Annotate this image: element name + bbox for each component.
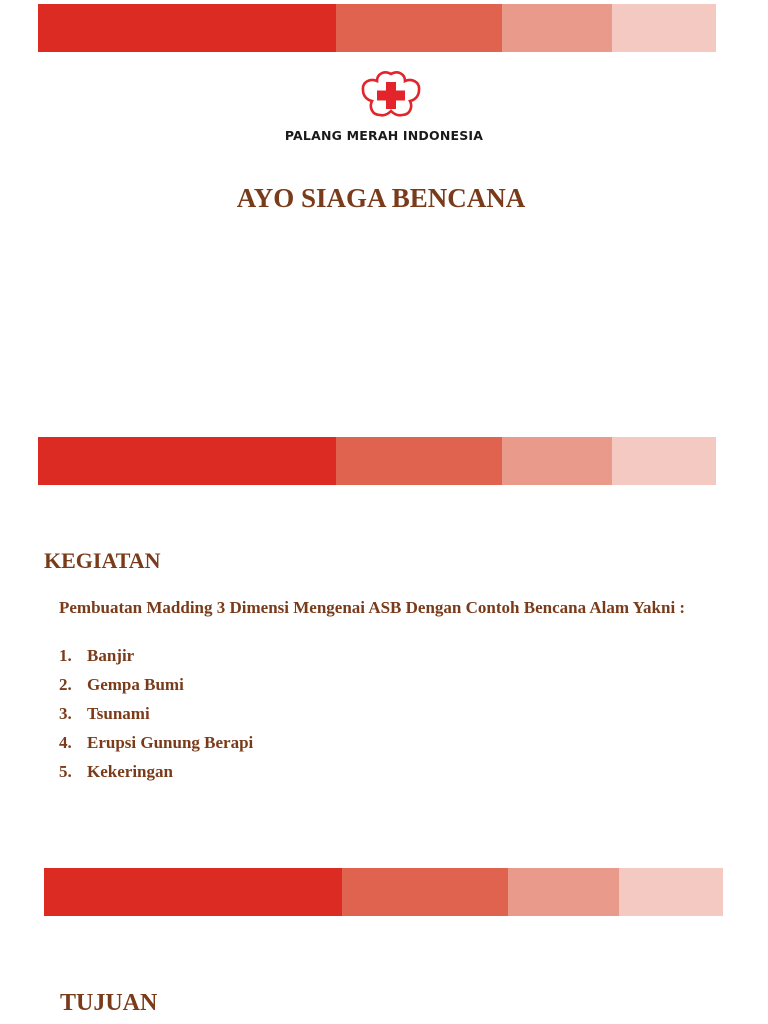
middle-color-bar — [38, 437, 716, 485]
disaster-list — [59, 646, 253, 791]
bar-segment-salmon — [336, 437, 502, 485]
list-item — [59, 733, 253, 762]
tujuan-heading: TUJUAN — [60, 990, 158, 1016]
list-text: Gempa Bumi — [87, 675, 184, 694]
bottom-color-bar — [44, 868, 723, 916]
kegiatan-intro: Pembuatan Madding 3 Dimensi Mengenai ASB Dengan Contoh Bencana Alam Yakni : — [59, 598, 686, 617]
list-item — [59, 646, 253, 675]
kegiatan-heading: KEGIATAN — [44, 548, 161, 573]
bar-segment-red — [38, 4, 336, 52]
list-number: 3. — [59, 704, 72, 723]
list-text: Banjir — [87, 646, 135, 665]
list-item — [59, 762, 253, 791]
bar-segment-pale-pink — [619, 868, 723, 916]
list-number: 4. — [59, 733, 72, 752]
list-item — [59, 704, 253, 733]
bar-segment-salmon — [336, 4, 502, 52]
bar-segment-salmon — [342, 868, 508, 916]
bar-segment-red — [44, 868, 342, 916]
list-text: Erupsi Gunung Berapi — [87, 733, 254, 752]
list-text: Kekeringan — [87, 762, 173, 781]
bar-segment-light-salmon — [502, 437, 612, 485]
top-color-bar — [38, 4, 716, 52]
list-item — [59, 675, 253, 704]
list-number: 1. — [59, 646, 72, 665]
bar-segment-pale-pink — [612, 4, 716, 52]
list-number: 5. — [59, 762, 72, 781]
bar-segment-light-salmon — [502, 4, 612, 52]
bar-segment-pale-pink — [612, 437, 716, 485]
red-cross-flower-icon — [358, 70, 424, 120]
list-number: 2. — [59, 675, 72, 694]
organization-name: PALANG MERAH INDONESIA — [284, 128, 484, 143]
bar-segment-light-salmon — [508, 868, 619, 916]
list-text: Tsunami — [87, 704, 150, 723]
page-title: AYO SIAGA BENCANA — [236, 183, 526, 213]
bar-segment-red — [38, 437, 336, 485]
